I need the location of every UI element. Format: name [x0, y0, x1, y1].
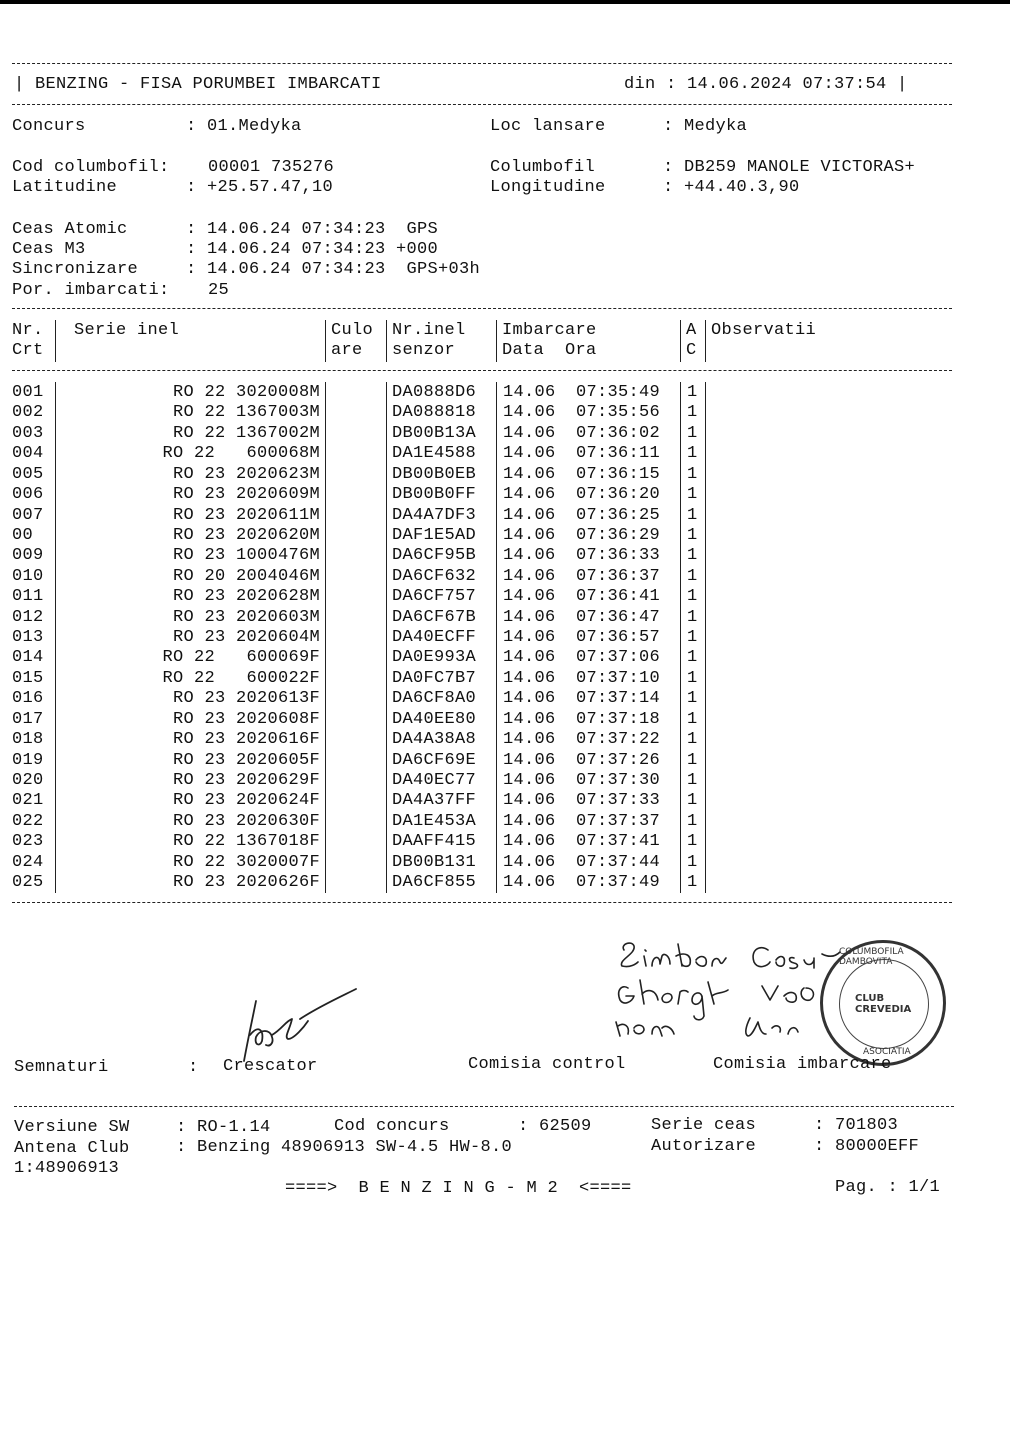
table-row — [0, 751, 1024, 771]
page-number: Pag. : 1/1 — [835, 1178, 941, 1197]
cell-ac: 1 — [687, 383, 698, 402]
cell-serie-inel: RO 23 2020624F — [172, 791, 320, 811]
cell-ac: 1 — [687, 648, 698, 668]
cell-ora: 07:37:26 — [576, 750, 661, 770]
cell-data: 14.06 — [503, 811, 556, 831]
cell-senzor: DA0E993A — [392, 648, 477, 668]
col-header-serie: Serie inel — [74, 321, 180, 340]
cell-senzor: DAF1E5AD — [392, 525, 477, 545]
versiune-sw-label: Versiune SW — [14, 1118, 130, 1137]
cell-ac: 1 — [687, 485, 698, 505]
cell-data: 14.06 — [503, 546, 556, 566]
cell-ora: 07:37:30 — [576, 770, 661, 790]
table-row — [0, 424, 1024, 444]
cell-serie-inel: RO 22 600022F — [162, 668, 320, 688]
cell-senzor: DB00B0EB — [392, 464, 477, 484]
divider — [12, 63, 952, 64]
cell-senzor: DAAFF415 — [392, 832, 477, 852]
cell-senzor: DB00B131 — [392, 852, 477, 872]
cell-nr: 002 — [12, 403, 44, 423]
cell-senzor: DA6CF95B — [392, 546, 477, 566]
cell-nr: 011 — [12, 587, 44, 607]
cell-serie-inel: RO 22 600069F — [162, 648, 320, 668]
cell-nr: 009 — [12, 546, 44, 566]
cell-nr: 015 — [12, 668, 44, 688]
cell-senzor: DA6CF757 — [392, 587, 477, 607]
table-row — [0, 812, 1024, 832]
cell-nr: 025 — [12, 873, 44, 893]
cell-data: 14.06 — [503, 403, 556, 423]
cell-ora: 07:37:37 — [576, 811, 661, 831]
cell-ac: 1 — [687, 750, 698, 770]
cod-columbofil-value: 00001 735276 — [208, 158, 335, 177]
cell-ac: 1 — [687, 587, 698, 607]
cell-ac: 1 — [687, 873, 698, 893]
cell-data: 14.06 — [503, 383, 556, 402]
cell-data: 14.06 — [503, 525, 556, 545]
cell-ora: 07:36:02 — [576, 423, 661, 443]
cell-ac: 1 — [687, 770, 698, 790]
cell-data: 14.06 — [503, 566, 556, 586]
cell-ora: 07:36:15 — [576, 464, 661, 484]
cell-serie-inel: RO 23 2020626F — [172, 873, 320, 893]
cell-ac: 1 — [687, 546, 698, 566]
cell-data: 14.06 — [503, 464, 556, 484]
comisia-imbarcare-label: Comisia imbarcare — [713, 1055, 892, 1074]
columbofil-label: Columbofil — [490, 158, 596, 177]
column-rule — [496, 320, 497, 362]
concurs-value: : 01.Medyka — [186, 117, 302, 136]
latitudine-label: Latitudine — [12, 178, 118, 197]
cell-ora: 07:37:33 — [576, 791, 661, 811]
divider — [12, 104, 952, 105]
col-header-nr: Nr. — [12, 321, 44, 340]
cell-serie-inel: RO 23 2020613F — [172, 689, 320, 709]
col-header-data-ora: Data Ora — [502, 341, 597, 360]
cell-data: 14.06 — [503, 730, 556, 750]
column-rule — [325, 382, 326, 893]
cell-ac: 1 — [687, 505, 698, 525]
col-header-senzor: senzor — [392, 341, 456, 360]
cell-senzor: DA6CF67B — [392, 607, 477, 627]
cell-senzor: DB00B13A — [392, 423, 477, 443]
serie-ceas-value: : 701803 — [814, 1116, 899, 1135]
serie-ceas-label: Serie ceas — [651, 1116, 757, 1135]
cell-senzor: DA6CF632 — [392, 566, 477, 586]
cell-ora: 07:35:56 — [576, 403, 661, 423]
autorizare-label: Autorizare — [651, 1137, 757, 1156]
ceas-atomic-value: : 14.06.24 07:34:23 GPS — [186, 220, 439, 239]
table-row — [0, 689, 1024, 709]
print-date: din : 14.06.2024 07:37:54 | — [624, 75, 908, 94]
column-rule — [680, 320, 681, 362]
cell-ac: 1 — [687, 566, 698, 586]
antena-club-label: Antena Club — [14, 1139, 130, 1158]
table-row — [0, 506, 1024, 526]
cell-nr: 001 — [12, 383, 44, 402]
cell-nr: 020 — [12, 770, 44, 790]
cell-senzor: DA1E453A — [392, 811, 477, 831]
cell-nr: 024 — [12, 852, 44, 872]
col-header-nr-inel: Nr.inel — [392, 321, 466, 340]
cell-ac: 1 — [687, 791, 698, 811]
stamp-text-center: CLUB CREVEDIA — [855, 993, 912, 1015]
divider — [12, 902, 952, 903]
cell-nr: 010 — [12, 566, 44, 586]
col-header-culoare: Culo — [331, 321, 374, 340]
cell-ora: 07:37:06 — [576, 648, 661, 668]
cell-data: 14.06 — [503, 505, 556, 525]
cell-nr: 003 — [12, 423, 44, 443]
table-row — [0, 485, 1024, 505]
cod-concurs-label: Cod concurs — [334, 1117, 450, 1136]
table-row — [0, 628, 1024, 648]
cell-serie-inel: RO 22 1367018F — [172, 832, 320, 852]
cell-serie-inel: RO 22 3020007F — [172, 852, 320, 872]
table-row — [0, 587, 1024, 607]
cell-ora: 07:36:47 — [576, 607, 661, 627]
table-row — [0, 832, 1024, 852]
cell-nr: 019 — [12, 750, 44, 770]
cell-serie-inel: RO 23 2020611M — [172, 505, 320, 525]
cell-data: 14.06 — [503, 485, 556, 505]
cell-ora: 07:35:49 — [576, 383, 661, 402]
table-row — [0, 383, 1024, 403]
cell-ora: 07:36:25 — [576, 505, 661, 525]
cell-senzor: DA6CF69E — [392, 750, 477, 770]
cell-senzor: DA0FC7B7 — [392, 668, 477, 688]
stamp-text-top: COLUMBOFILA DAMBOVITA — [839, 947, 904, 967]
table-row — [0, 730, 1024, 750]
divider — [14, 1106, 954, 1107]
cell-ora: 07:37:49 — [576, 873, 661, 893]
cell-senzor: DA1E4588 — [392, 444, 477, 464]
cell-senzor: DA6CF8A0 — [392, 689, 477, 709]
cell-serie-inel: RO 23 2020620M — [172, 525, 320, 545]
cell-data: 14.06 — [503, 444, 556, 464]
column-rule — [386, 320, 387, 362]
table-row — [0, 669, 1024, 689]
cod-concurs-value: : 62509 — [518, 1117, 592, 1136]
cell-nr: 005 — [12, 464, 44, 484]
cell-nr: 007 — [12, 505, 44, 525]
table-row — [0, 791, 1024, 811]
table-row — [0, 444, 1024, 464]
cell-nr: 013 — [12, 628, 44, 648]
cell-serie-inel: RO 23 2020623M — [172, 464, 320, 484]
table-row — [0, 648, 1024, 668]
cell-nr: 023 — [12, 832, 44, 852]
cell-ac: 1 — [687, 403, 698, 423]
cell-ac: 1 — [687, 852, 698, 872]
antena-id: 1:48906913 — [14, 1159, 120, 1178]
table-row — [0, 771, 1024, 791]
cell-data: 14.06 — [503, 873, 556, 893]
cell-ora: 07:36:33 — [576, 546, 661, 566]
cell-senzor: DA40EE80 — [392, 709, 477, 729]
col-header-a: A — [686, 321, 697, 340]
stamp-text-bottom: ASOCIATIA — [863, 1047, 911, 1057]
cell-serie-inel: RO 23 2020604M — [172, 628, 320, 648]
semnaturi-label: Semnaturi — [14, 1058, 109, 1077]
cell-nr: 00 — [12, 525, 34, 545]
cell-serie-inel: RO 22 1367002M — [172, 423, 320, 443]
column-rule — [55, 382, 56, 893]
cod-columbofil-label: Cod columbofil: — [12, 158, 170, 177]
col-header-imbarcare: Imbarcare — [502, 321, 597, 340]
cell-ora: 07:36:20 — [576, 485, 661, 505]
concurs-label: Concurs — [12, 117, 86, 136]
table-row — [0, 465, 1024, 485]
col-header-observatii: Observatii — [711, 321, 817, 340]
cell-ora: 07:37:44 — [576, 852, 661, 872]
cell-ac: 1 — [687, 607, 698, 627]
column-rule — [325, 320, 326, 362]
column-rule — [386, 382, 387, 893]
cell-senzor: DA40EC77 — [392, 770, 477, 790]
cell-data: 14.06 — [503, 852, 556, 872]
crescator-label: Crescator — [223, 1057, 318, 1076]
cell-serie-inel: RO 23 2020630F — [172, 811, 320, 831]
cell-data: 14.06 — [503, 668, 556, 688]
columbofil-value: : DB259 MANOLE VICTORAS+ — [663, 158, 916, 177]
cell-senzor: DA088818 — [392, 403, 477, 423]
cell-ac: 1 — [687, 689, 698, 709]
table-row — [0, 608, 1024, 628]
column-rule — [496, 382, 497, 893]
cell-data: 14.06 — [503, 648, 556, 668]
column-rule — [705, 382, 706, 893]
cell-nr: 012 — [12, 607, 44, 627]
col-header-c: C — [686, 341, 697, 360]
cell-nr: 017 — [12, 709, 44, 729]
cell-ora: 07:37:41 — [576, 832, 661, 852]
cell-data: 14.06 — [503, 709, 556, 729]
cell-ac: 1 — [687, 730, 698, 750]
column-rule — [55, 320, 56, 362]
cell-serie-inel: RO 23 1000476M — [172, 546, 320, 566]
cell-ac: 1 — [687, 628, 698, 648]
latitudine-value: : +25.57.47,10 — [186, 178, 334, 197]
cell-ac: 1 — [687, 444, 698, 464]
cell-ora: 07:36:11 — [576, 444, 661, 464]
cell-data: 14.06 — [503, 628, 556, 648]
cell-nr: 022 — [12, 811, 44, 831]
cell-senzor: DA6CF855 — [392, 873, 477, 893]
cell-serie-inel: RO 22 600068M — [162, 444, 320, 464]
cell-ac: 1 — [687, 423, 698, 443]
cell-ac: 1 — [687, 811, 698, 831]
ceas-atomic-label: Ceas Atomic — [12, 220, 128, 239]
longitudine-value: : +44.40.3,90 — [663, 178, 800, 197]
cell-nr: 021 — [12, 791, 44, 811]
cell-serie-inel: RO 22 1367003M — [172, 403, 320, 423]
scan-edge — [0, 0, 1010, 4]
loc-lansare-label: Loc lansare — [490, 117, 606, 136]
porumbei-imbarcati-label: Por. imbarcati: — [12, 281, 170, 300]
sincronizare-label: Sincronizare — [12, 260, 139, 279]
table-row — [0, 546, 1024, 566]
cell-nr: 004 — [12, 444, 44, 464]
cell-nr: 018 — [12, 730, 44, 750]
ceas-m3-value: : 14.06.24 07:34:23 +000 — [186, 240, 439, 259]
cell-ora: 07:37:22 — [576, 730, 661, 750]
column-rule — [680, 382, 681, 893]
cell-data: 14.06 — [503, 832, 556, 852]
document-title: | BENZING - FISA PORUMBEI IMBARCATI — [14, 75, 382, 94]
table-row — [0, 710, 1024, 730]
divider — [12, 308, 952, 309]
cell-senzor: DB00B0FF — [392, 485, 477, 505]
cell-data: 14.06 — [503, 587, 556, 607]
cell-ora: 07:36:57 — [576, 628, 661, 648]
cell-senzor: DA4A7DF3 — [392, 505, 477, 525]
table-row — [0, 526, 1024, 546]
table-row — [0, 853, 1024, 873]
cell-ora: 07:36:41 — [576, 587, 661, 607]
cell-serie-inel: RO 23 2020628M — [172, 587, 320, 607]
club-stamp — [820, 940, 946, 1066]
cell-nr: 006 — [12, 485, 44, 505]
cell-nr: 016 — [12, 689, 44, 709]
cell-ora: 07:37:14 — [576, 689, 661, 709]
cell-ac: 1 — [687, 525, 698, 545]
cell-senzor: DA4A37FF — [392, 791, 477, 811]
cell-serie-inel: RO 23 2020608F — [172, 709, 320, 729]
cell-ac: 1 — [687, 832, 698, 852]
loc-lansare-value: : Medyka — [663, 117, 748, 136]
antena-club-value: : Benzing 48906913 SW-4.5 HW-8.0 — [176, 1138, 513, 1157]
porumbei-imbarcati-value: 25 — [208, 281, 230, 300]
column-rule — [705, 320, 706, 362]
cell-serie-inel: RO 23 2020616F — [172, 730, 320, 750]
semnaturi-colon: : — [188, 1058, 199, 1077]
cell-serie-inel: RO 22 3020008M — [172, 383, 320, 402]
cell-ac: 1 — [687, 709, 698, 729]
col-header-crt: Crt — [12, 341, 44, 360]
cell-ac: 1 — [687, 464, 698, 484]
cell-serie-inel: RO 20 2004046M — [172, 566, 320, 586]
cell-data: 14.06 — [503, 791, 556, 811]
table-row — [0, 403, 1024, 423]
cell-serie-inel: RO 23 2020605F — [172, 750, 320, 770]
table-row — [0, 873, 1024, 893]
autorizare-value: : 80000EFF — [814, 1137, 920, 1156]
col-header-culoare-2: are — [331, 341, 363, 360]
table-row — [0, 567, 1024, 587]
divider — [12, 370, 952, 371]
cell-senzor: DA0888D6 — [392, 383, 477, 402]
cell-ora: 07:36:37 — [576, 566, 661, 586]
cell-ora: 07:36:29 — [576, 525, 661, 545]
benzing-banner: ====> B E N Z I N G - M 2 <==== — [285, 1179, 632, 1198]
cell-senzor: DA40ECFF — [392, 628, 477, 648]
longitudine-label: Longitudine — [490, 178, 606, 197]
cell-serie-inel: RO 23 2020609M — [172, 485, 320, 505]
cell-data: 14.06 — [503, 770, 556, 790]
comisia-control-label: Comisia control — [468, 1055, 626, 1074]
cell-nr: 014 — [12, 648, 44, 668]
cell-data: 14.06 — [503, 750, 556, 770]
cell-data: 14.06 — [503, 423, 556, 443]
cell-senzor: DA4A38A8 — [392, 730, 477, 750]
cell-ora: 07:37:10 — [576, 668, 661, 688]
cell-ora: 07:37:18 — [576, 709, 661, 729]
versiune-sw-value: : RO-1.14 — [176, 1118, 271, 1137]
ceas-m3-label: Ceas M3 — [12, 240, 86, 259]
sincronizare-value: : 14.06.24 07:34:23 GPS+03h — [186, 260, 481, 279]
cell-serie-inel: RO 23 2020603M — [172, 607, 320, 627]
cell-data: 14.06 — [503, 607, 556, 627]
cell-ac: 1 — [687, 668, 698, 688]
cell-data: 14.06 — [503, 689, 556, 709]
cell-serie-inel: RO 23 2020629F — [172, 770, 320, 790]
